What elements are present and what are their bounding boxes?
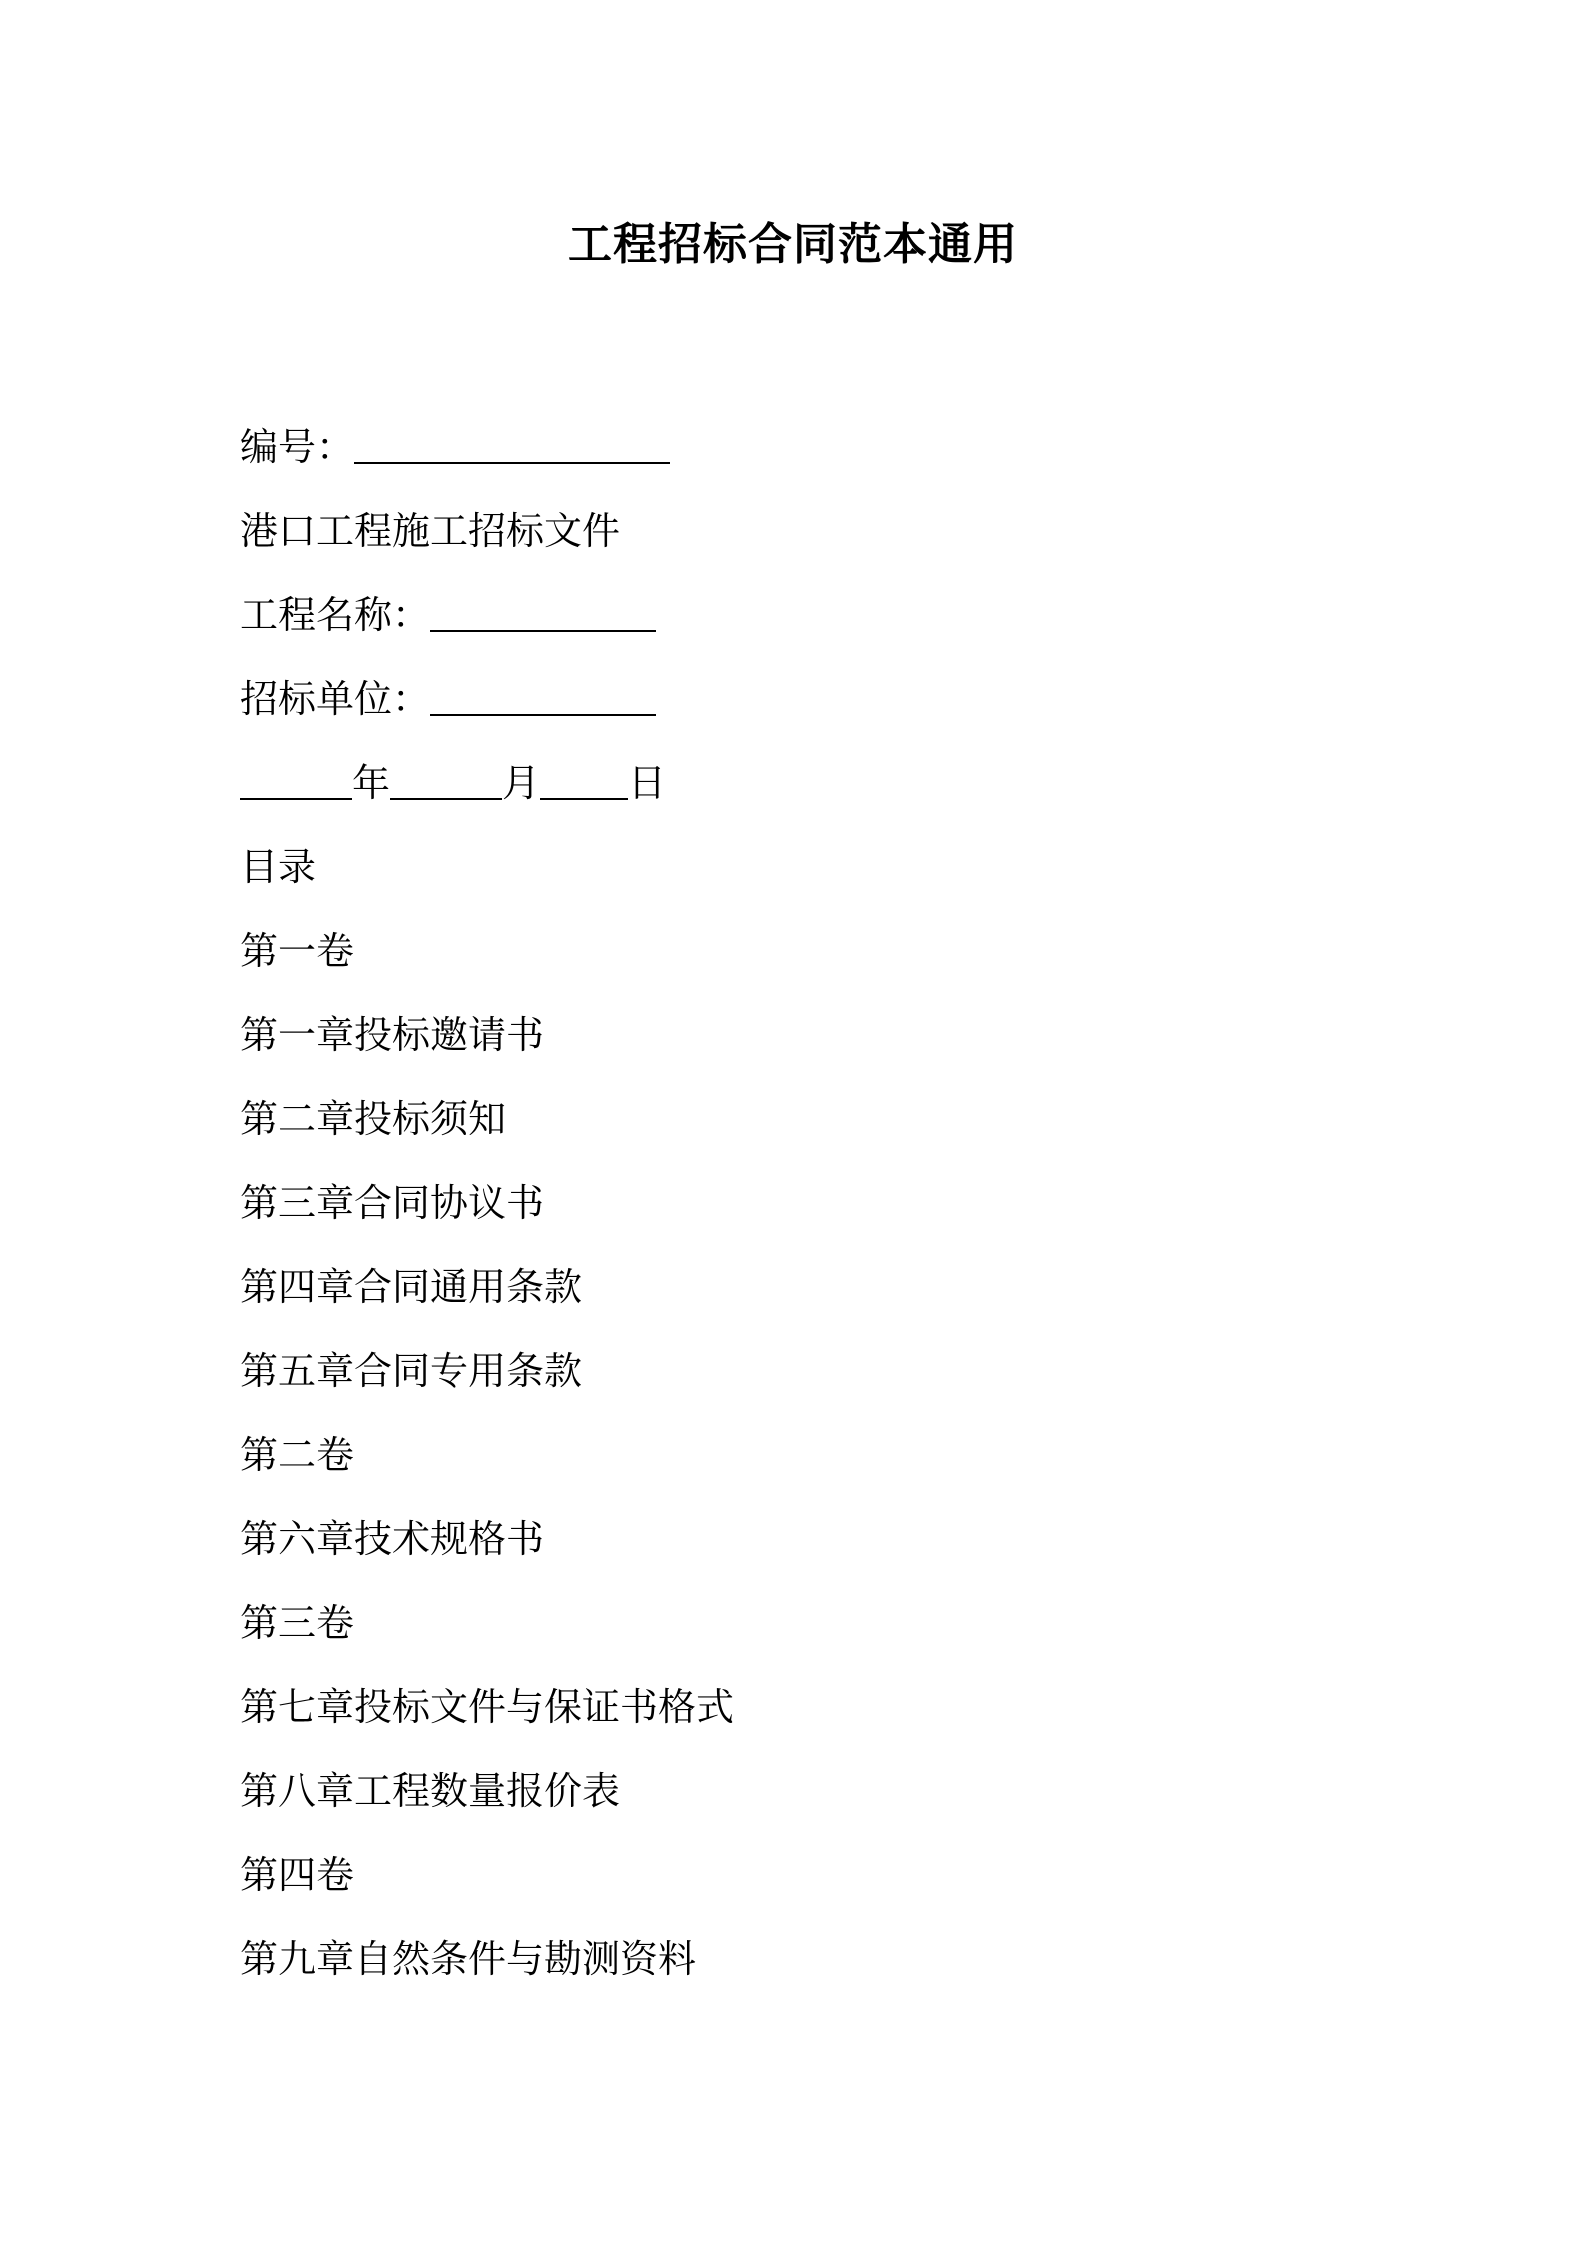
- toc-entry: 第七章投标文件与保证书格式: [240, 1685, 735, 1729]
- toc-entry: 第一章投标邀请书: [240, 1013, 545, 1057]
- toc-entry: 第五章合同专用条款: [240, 1349, 583, 1393]
- project-name-blank: [430, 592, 656, 632]
- toc-entry: 第六章技术规格书: [240, 1517, 545, 1561]
- toc-entry: 第四卷: [240, 1853, 355, 1897]
- toc-entry: 第二章投标须知: [240, 1097, 507, 1141]
- toc-entry: 第四章合同通用条款: [240, 1265, 583, 1309]
- bidder-unit-blank: [430, 676, 656, 716]
- code-label: 编号：: [240, 425, 355, 469]
- toc-entry: 第三卷: [240, 1601, 355, 1645]
- toc-entry: 第三章合同协议书: [240, 1181, 545, 1225]
- bidder-unit-line: [240, 657, 1340, 741]
- code-line: [240, 405, 1340, 489]
- toc-entry: 第八章工程数量报价表: [240, 1769, 621, 1813]
- year-label: 年: [352, 761, 391, 805]
- project-name-line: [240, 573, 1340, 657]
- project-name-label: 工程名称：: [240, 593, 431, 637]
- toc-entry: 第二卷: [240, 1433, 355, 1477]
- bidder-unit-label: 招标单位：: [240, 677, 431, 721]
- document-subtitle: 港口工程施工招标文件: [240, 509, 621, 553]
- month-blank: [390, 760, 502, 800]
- document-body: [240, 405, 1340, 2001]
- document-title: 工程招标合同范本通用: [568, 219, 1018, 270]
- code-blank: [354, 424, 670, 464]
- toc-entry: 第九章自然条件与勘测资料: [240, 1937, 697, 1981]
- year-blank: [240, 760, 352, 800]
- date-line: [240, 741, 1340, 825]
- day-blank: [540, 760, 628, 800]
- day-label: 日: [628, 761, 667, 805]
- month-label: 月: [502, 761, 541, 805]
- toc-entry: 第一卷: [240, 929, 355, 973]
- toc-heading: 目录: [240, 845, 317, 889]
